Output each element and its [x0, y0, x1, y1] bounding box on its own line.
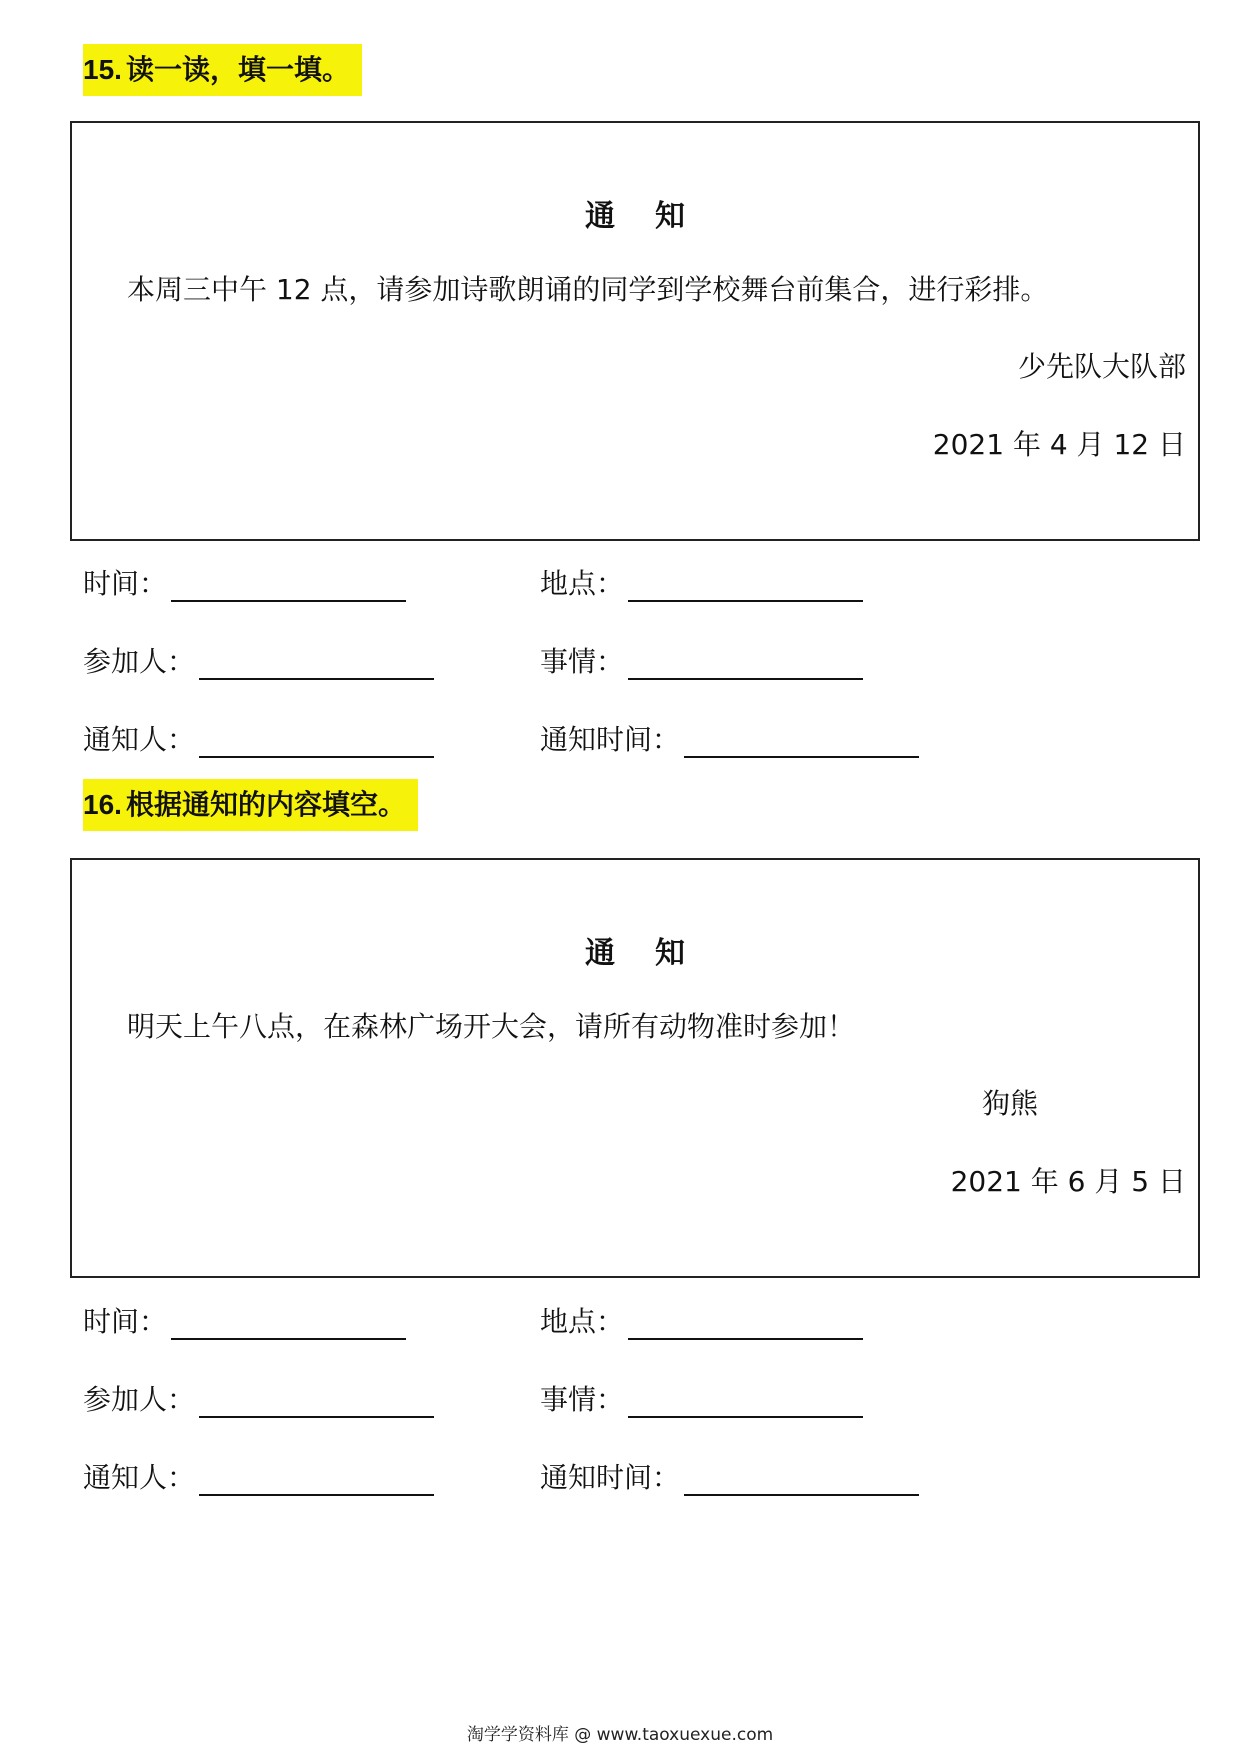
q15-time-label: 时间： — [83, 567, 168, 600]
q15-time-blank[interactable] — [171, 570, 406, 602]
q15-participants-field — [83, 640, 434, 680]
q16-place-field — [540, 1300, 863, 1340]
q16-participants-blank[interactable] — [199, 1386, 434, 1418]
q16-notice-title: 通知 — [585, 936, 725, 971]
q15-notice-date: 2021 年 4 月 12 日 — [932, 428, 1186, 461]
q15-notice-title: 通知 — [585, 199, 725, 234]
q16-place-label: 地点： — [540, 1305, 625, 1338]
q15-notice-box — [70, 121, 1200, 541]
q15-notifier-label: 通知人： — [83, 723, 196, 756]
q16-time-label: 时间： — [83, 1305, 168, 1338]
q16-time-blank[interactable] — [171, 1308, 406, 1340]
q15-matter-field — [540, 640, 863, 680]
q16-matter-field — [540, 1378, 863, 1418]
q15-place-field — [540, 562, 863, 602]
footer-watermark: 淘学学资料库 @ www.taoxuexue.com — [466, 1725, 774, 1745]
q16-matter-blank[interactable] — [628, 1386, 863, 1418]
q15-place-label: 地点： — [540, 567, 625, 600]
q15-matter-blank[interactable] — [628, 648, 863, 680]
q15-notice-body: 本周三中午 12 点，请参加诗歌朗诵的同学到学校舞台前集合，进行彩排。 — [127, 273, 1049, 306]
q15-instruction: 读一读，填一填。 — [125, 53, 350, 86]
q16-participants-label: 参加人： — [83, 1383, 196, 1416]
q15-notifier-blank[interactable] — [199, 726, 434, 758]
q15-matter-label: 事情： — [540, 645, 625, 678]
q15-participants-blank[interactable] — [199, 648, 434, 680]
q15-notice-sender: 少先队大队部 — [1017, 350, 1186, 383]
q16-place-blank[interactable] — [628, 1308, 863, 1340]
q15-number: 15. — [83, 54, 122, 85]
q16-notifier-field — [83, 1456, 434, 1496]
q16-instruction: 根据通知的内容填空。 — [125, 788, 406, 821]
q15-place-blank[interactable] — [628, 570, 863, 602]
q15-notice-time-field — [540, 718, 919, 758]
q15-heading — [83, 44, 362, 96]
q16-notice-box — [70, 858, 1200, 1278]
q16-notice-time-blank[interactable] — [684, 1464, 919, 1496]
q16-notice-time-label: 通知时间： — [540, 1461, 681, 1494]
q15-notice-time-label: 通知时间： — [540, 723, 681, 756]
q16-notice-date: 2021 年 6 月 5 日 — [950, 1165, 1186, 1198]
q16-notice-sender: 狗熊 — [981, 1087, 1038, 1120]
q16-notice-time-field — [540, 1456, 919, 1496]
q16-notifier-label: 通知人： — [83, 1461, 196, 1494]
q16-participants-field — [83, 1378, 434, 1418]
q16-heading — [83, 779, 418, 831]
q15-time-field — [83, 562, 406, 602]
q15-notifier-field — [83, 718, 434, 758]
q15-participants-label: 参加人： — [83, 645, 196, 678]
q16-notifier-blank[interactable] — [199, 1464, 434, 1496]
q16-number: 16. — [83, 789, 122, 820]
q15-notice-time-blank[interactable] — [684, 726, 919, 758]
q16-notice-body: 明天上午八点，在森林广场开大会，请所有动物准时参加！ — [127, 1010, 856, 1043]
q16-matter-label: 事情： — [540, 1383, 625, 1416]
q16-time-field — [83, 1300, 406, 1340]
